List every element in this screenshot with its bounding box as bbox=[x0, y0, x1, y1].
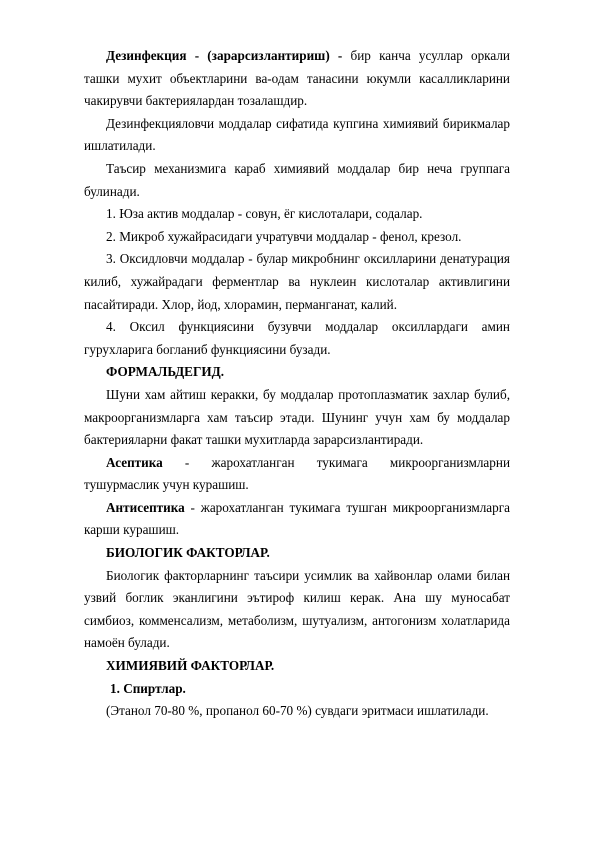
definition-text: бир канча усуллар оркали ташки мухит объектларини ва-одам танасини юкумли касалликларини чакирувчи бактериялардан тозалашдир. bbox=[84, 48, 510, 109]
heading-formaldehyde: ФОРМАЛЬДЕГИД. bbox=[106, 364, 224, 380]
asepsis-text: - жарохатланган тукимага микроорганизмларни тушурмаслик учун курашиш. bbox=[84, 454, 510, 493]
paragraph-disinfection-definition bbox=[84, 45, 510, 113]
paragraph-protoplasmic-poisons: Шуни хам айтиш керакки, бу моддалар протоплазматик захлар булиб, макроорганизмларга хам таъсир этади. Шунинг учун хам бу моддалар бактерияларни факат ташки мухитларда зарарсизлантиради. bbox=[84, 386, 510, 448]
paragraph-biological-factors: Биологик факторларнинг таъсири усимлик ва хайвонлар олами билан узвий боглик эканлигини эътироф килиш керак. Ана шу муносабат симбиоз, комменсализм, метаболизм, шутуализм, антогонизм холатларида намоён булади. bbox=[84, 567, 510, 651]
heading-alcohols: 1. Спиртлар. bbox=[110, 680, 186, 696]
paragraph-antisepsis bbox=[84, 497, 510, 542]
list-item-4: 4. Оксил функциясини бузувчи моддалар оксиллардаги амин гурухларига богланиб функциясини бузади. bbox=[84, 319, 510, 357]
paragraph-mechanism: Таъсир механизмига караб химиявий моддалар бир неча группага булинади. bbox=[84, 160, 510, 199]
term-asepsis: Асептика bbox=[106, 454, 163, 470]
heading-biological-factors: БИОЛОГИК ФАКТОРЛАР. bbox=[106, 545, 270, 561]
term-antisepsis: Антисептика bbox=[106, 499, 185, 515]
list-item-2: 2. Микроб хужайрасидаги учратувчи моддалар - фенол, крезол. bbox=[106, 228, 462, 244]
paragraph-alcohols: (Этанол 70-80 %, пропанол 60-70 %) сувдаги эритмаси ишлатилади. bbox=[106, 703, 489, 719]
paragraph-disinfectants: Дезинфекцияловчи моддалар сифатида купгина химиявий бирикмалар ишлатилади. bbox=[84, 115, 510, 154]
list-item-3: 3. Оксидловчи моддалар - булар микробнинг оксилларини денатурация килиб, хужайрадаги ферментлар ва нуклеин кислоталар активлигини пасайтиради. Хлор, йод, хлорамин, перманганат, калий. bbox=[84, 251, 510, 312]
list-item-1: 1. Юза актив моддалар - совун, ёг кислоталари, содалар. bbox=[106, 206, 423, 222]
antisepsis-text: - жарохатланган тукимага тушган микроорганизмларга карши курашиш. bbox=[84, 499, 510, 538]
paragraph-asepsis bbox=[84, 452, 510, 497]
document-page bbox=[84, 45, 510, 723]
heading-chemical-factors: ХИМИЯВИЙ ФАКТОРЛАР. bbox=[106, 658, 275, 674]
term-disinfection: Дезинфекция - (зарарсизлантириш) - bbox=[106, 48, 343, 63]
